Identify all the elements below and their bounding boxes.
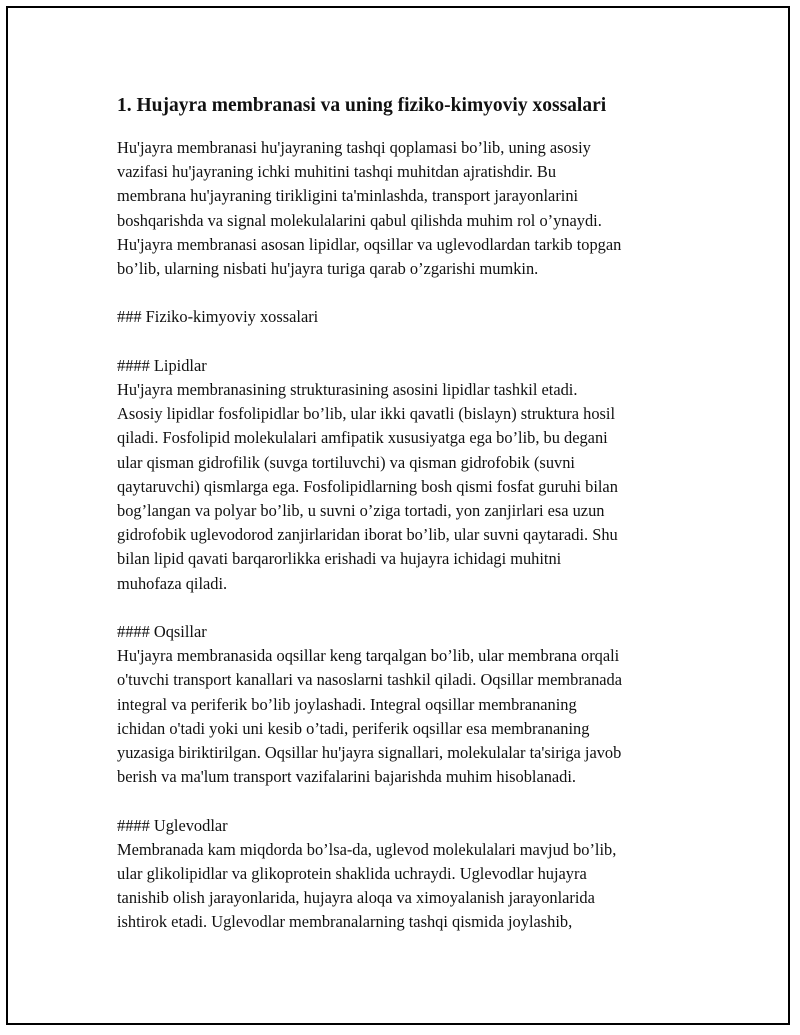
carbohydrates-line: ishtirok etadi. Uglevodlar membranalarning tashqi qismida joylashib, xyxy=(117,912,573,932)
intro-line: Hu'jayra membranasi asosan lipidlar, oqsillar va uglevodlardan tarkib topgan xyxy=(117,234,622,254)
lipids-section xyxy=(117,354,687,596)
lipids-line: bog’langan va polyar bo’lib, u suvni o’ziga tortadi, yon zanjirlari esa uzun xyxy=(117,501,605,521)
carbohydrates-line: Membranada kam miqdorda bo’lsa-da, uglevod molekulalari mavjud bo’lib, xyxy=(117,839,617,859)
section-heading: ### Fiziko-kimyoviy xossalari xyxy=(117,307,319,327)
proteins-line: integral va periferik bo’lib joylashadi. Integral oqsillar membrananing xyxy=(117,694,577,714)
proteins-line: Hu'jayra membranasida oqsillar keng tarqalgan bo’lib, ular membrana orqali xyxy=(117,646,620,666)
document-title: 1. Hujayra membranasi va uning fiziko-kimyoviy xossalari xyxy=(117,95,607,116)
lipids-line: Hu'jayra membranasining strukturasining asosini lipidlar tashkil etadi. xyxy=(117,380,578,399)
proteins-line: yuzasiga biriktirilgan. Oqsillar hu'jayra signallari, molekulalar ta'siriga javob xyxy=(117,743,622,763)
proteins-line: ichidan o'tadi yoki uni kesib o’tadi, periferik oqsillar esa membrananing xyxy=(117,718,590,738)
carbohydrates-line: tanishib olish jarayonlarida, hujayra aloqa va ximoyalanish jarayonlarida xyxy=(117,888,595,908)
lipids-line: muhofaza qiladi. xyxy=(117,573,228,593)
proteins-line: o'tuvchi transport kanallari va nasoslarni tashkil qiladi. Oqsillar membranada xyxy=(117,670,623,690)
intro-line: boshqarishda va signal molekulalarini qabul qilishda muhim rol o’ynaydi. xyxy=(117,210,602,230)
intro-paragraph xyxy=(117,136,687,281)
intro-line: vazifasi hu'jayraning ichki muhitini tashqi muhitdan ajratishdir. Bu xyxy=(117,162,557,182)
blank-line xyxy=(117,596,687,620)
intro-line: bo’lib, ularning nisbati hu'jayra turiga qarab o’zgarishi mumkin. xyxy=(117,259,539,279)
blank-line xyxy=(117,281,687,305)
carbohydrates-line: ular glikolipidlar va glikoprotein shaklida uchraydi. Uglevodlar hujayra xyxy=(117,864,587,884)
lipids-line: bilan lipid qavati barqarorlikka erishadi va hujayra ichidagi muhitni xyxy=(117,549,562,569)
subsection-heading: #### Uglevodlar xyxy=(117,815,228,835)
lipids-line: Asosiy lipidlar fosfolipidlar bo’lib, ular ikki qavatli (bislayn) struktura hosil xyxy=(117,404,616,424)
lipids-line: qiladi. Fosfolipid molekulalari amfipatik xususiyatga ega bo’lib, bu degani xyxy=(117,428,608,448)
document-body xyxy=(117,92,687,935)
subsection-heading: #### Oqsillar xyxy=(117,622,207,642)
proteins-line: berish va ma'lum transport vazifalarini bajarishda muhim hisoblanadi. xyxy=(117,767,577,787)
blank-line xyxy=(117,789,687,813)
carbohydrates-section xyxy=(117,814,687,935)
intro-line: membrana hu'jayraning tirikligini ta'minlashda, transport jarayonlarini xyxy=(117,186,579,206)
subsection-heading: #### Lipidlar xyxy=(117,355,207,375)
lipids-line: ular qisman gidrofilik (suvga tortiluvchi) va qisman gidrofobik (suvni xyxy=(117,452,575,472)
blank-line xyxy=(117,330,687,354)
intro-line: Hu'jayra membranasi hu'jayraning tashqi qoplamasi bo’lib, uning asosiy xyxy=(117,138,591,157)
lipids-line: qaytaruvchi) qismlarga ega. Fosfolipidlarning bosh qismi fosfat guruhi bilan xyxy=(117,476,618,496)
lipids-line: gidrofobik uglevodorod zanjirlaridan iborat bo’lib, ular suvni qaytaradi. Shu xyxy=(117,525,618,545)
proteins-section xyxy=(117,620,687,789)
